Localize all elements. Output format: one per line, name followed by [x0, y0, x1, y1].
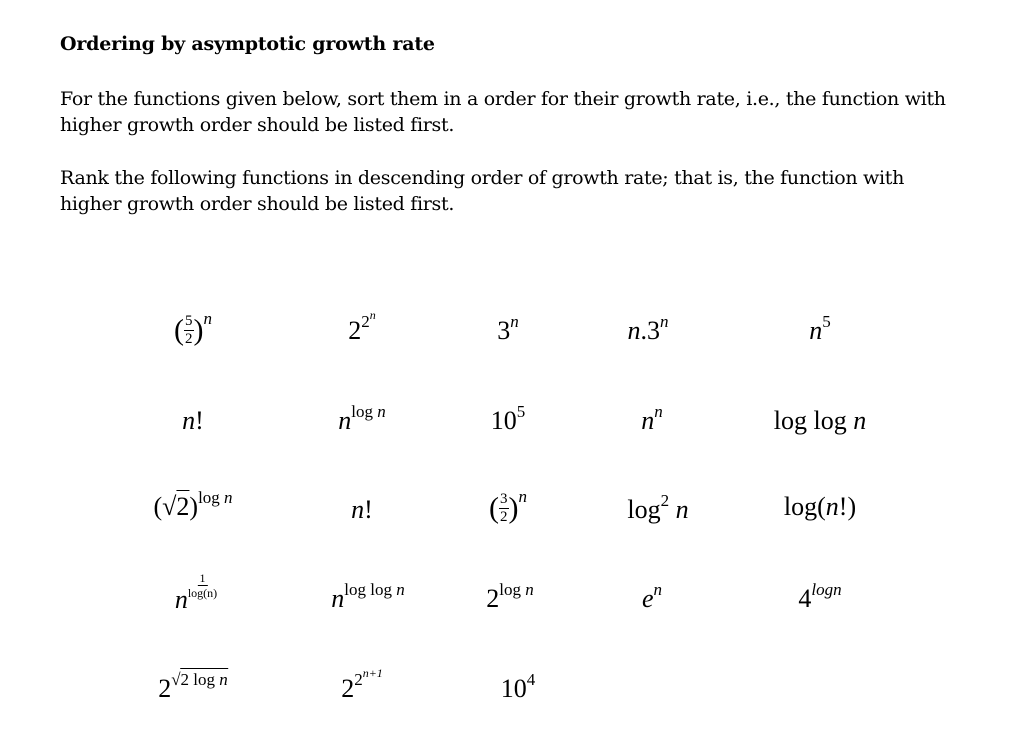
- func-log-squared-n: $\log^2 n$: [627, 491, 689, 524]
- func-n-factorial-2: n!: [351, 495, 373, 524]
- func-sqrt2-pow-log-n: $(√2)^{log}$ $^n$: [153, 488, 233, 521]
- instructions-paragraph-1: For the functions given below, sort them in a order for their growth rate, i.e., the function with higher growth order should be listed first.: [60, 88, 946, 136]
- func-2-pow-2-pow-n: $2^{2n}$: [348, 308, 376, 345]
- func-2-pow-sqrt-2-log-n: $2^{√2 log n}$: [158, 670, 228, 703]
- func-4-pow-logn: $4^{logn}$: [798, 580, 842, 613]
- func-n-pow-1-over-log-n: n $\frac{1}{\log(n)}$: [174, 571, 218, 614]
- instructions-paragraph-2: Rank the following functions in descending order of growth rate; that is, the function with higher growth order should be listed first.: [60, 167, 905, 215]
- func-n-dot-3-pow-n: n.3$^n$: [627, 312, 669, 345]
- func-e-pow-n: $e^n$: [641, 580, 663, 613]
- func-2-pow-2-pow-n-plus-1: $2^{2n+1}$: [341, 666, 383, 703]
- func-five-halves-pow-n: ( $\frac{5}{2}$ )$^n$: [174, 309, 212, 347]
- func-log-log-n: log log n: [773, 406, 867, 435]
- func-10-pow-5: $10^5$: [490, 402, 526, 435]
- func-three-halves-pow-n: ( $\frac{3}{2}$ )$^n$: [489, 487, 527, 525]
- func-3-pow-n: 3$^n$: [497, 312, 519, 345]
- func-10-pow-4: $10^4$: [500, 670, 536, 703]
- func-log-n-factorial: log(n!): [783, 492, 857, 521]
- func-n-pow-log-n: $n^{log}$ $^n$: [338, 402, 386, 435]
- func-n-pow-log-log-n: $n^{log log}$ $^n$: [331, 580, 405, 613]
- func-n-pow-5: $n^5$: [809, 312, 831, 345]
- func-n-pow-n: $n^n$: [641, 402, 663, 435]
- func-n-factorial: n!: [182, 406, 204, 435]
- page-title: Ordering by asymptotic growth rate: [60, 33, 435, 55]
- func-2-pow-log-n: $2^{log}$ $^n$: [486, 580, 534, 613]
